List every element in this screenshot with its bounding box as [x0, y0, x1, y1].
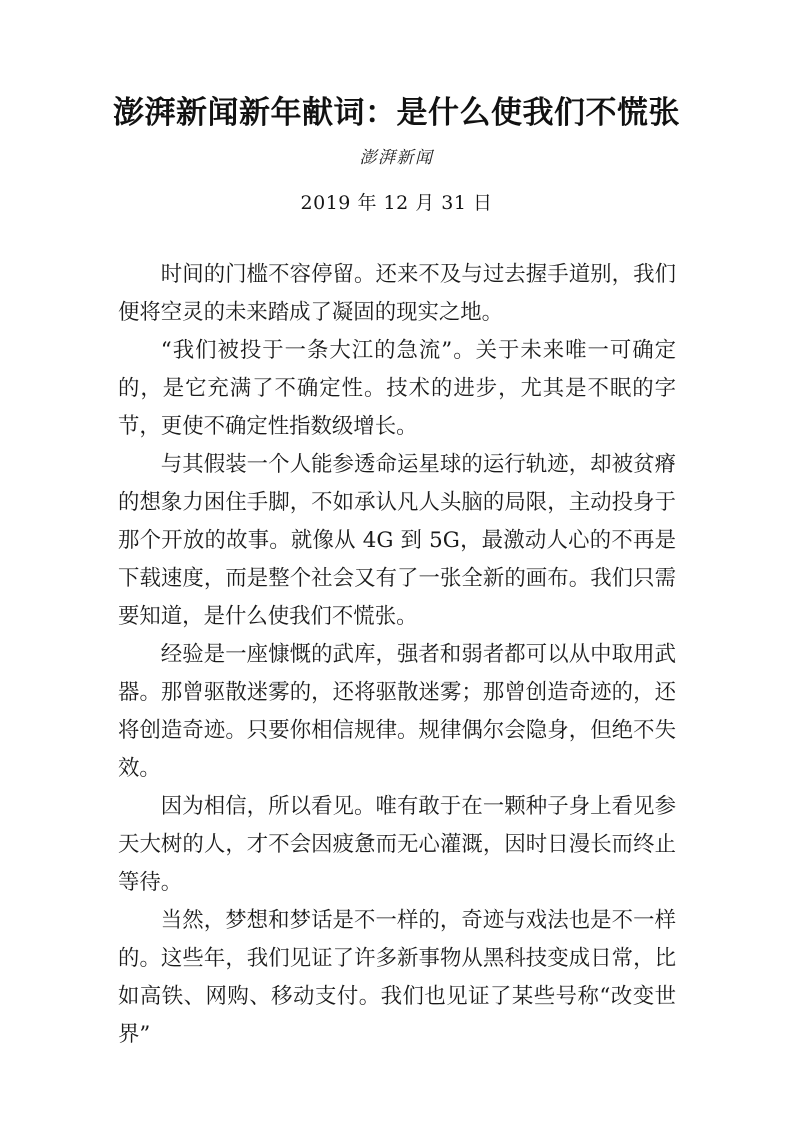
body-paragraph: 时间的门槛不容停留。还来不及与过去握手道别，我们便将空灵的未来踏成了凝固的现实之地。 — [118, 262, 676, 325]
document-body — [118, 256, 676, 1056]
page-title: 澎湃新闻新年献词：是什么使我们不慌张 — [113, 95, 680, 131]
body-paragraph: 当然，梦想和梦话是不一样的，奇迹与戏法也是不一样的。这些年，我们见证了许多新事物从黑科技变成日常，比如高铁、网购、移动支付。我们也见证了某些号称“改变世界” — [118, 908, 676, 1047]
publication-date: 2019 年 12 月 31 日 — [300, 192, 493, 214]
document-header — [0, 0, 793, 216]
body-paragraph: 与其假装一个人能参透命运星球的运行轨迹，却被贫瘠的想象力困住手脚，不如承认凡人头脑的局限，主动投身于那个开放的故事。就像从 4G 到 5G，最激动人心的不再是下载速度，而是整个社会又有了一张全新的画布。我们只需要知道，是什么使我们不慌张。 — [118, 452, 676, 629]
body-paragraph: 因为相信，所以看见。唯有敢于在一颗种子身上看见参天大树的人，才不会因疲惫而无心灌溉，因时日漫长而终止等待。 — [118, 794, 676, 895]
byline-author: 澎湃新闻 — [359, 148, 434, 168]
body-paragraph: “我们被投于一条大江的急流”。关于未来唯一可确定的，是它充满了不确定性。技术的进步，尤其是不眠的字节，更使不确定性指数级增长。 — [118, 338, 676, 439]
body-paragraph: 经验是一座慷慨的武库，强者和弱者都可以从中取用武器。那曾驱散迷雾的，还将驱散迷雾；那曾创造奇迹的，还将创造奇迹。只要你相信规律。规律偶尔会隐身，但绝不失效。 — [118, 642, 676, 781]
